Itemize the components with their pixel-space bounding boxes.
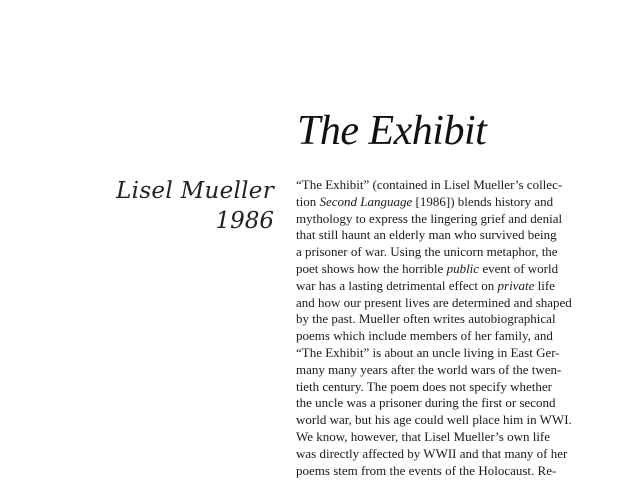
body-text-segment: poet shows how the horrible <box>296 260 447 276</box>
body-line <box>296 244 612 261</box>
body-paragraph <box>296 177 612 479</box>
body-line <box>296 211 612 228</box>
body-line <box>296 328 612 345</box>
body-line <box>296 311 612 328</box>
body-text-segment: We know, however, that Lisel Mueller’s own life <box>296 428 551 444</box>
body-text-segment: event of world <box>479 260 559 276</box>
body-line <box>296 194 612 211</box>
publication-year: 1986 <box>215 208 274 234</box>
body-text-segment: the uncle was a prisoner during the first or second <box>296 395 556 411</box>
body-text-segment: mythology to express the lingering grief and denial <box>296 210 563 226</box>
body-text-segment: was directly affected by WWII and that many of her <box>296 445 568 461</box>
body-line <box>296 395 612 412</box>
body-line <box>296 379 612 396</box>
italic-text: Second Language <box>319 193 413 209</box>
body-text-segment: [1986]) blends history and <box>412 193 554 209</box>
body-text-segment: life <box>534 277 555 293</box>
body-line <box>296 278 612 295</box>
body-text-segment: tieth century. The poem does not specify whether <box>296 378 552 394</box>
body-text-segment: “The Exhibit” (contained in Lisel Mueller’s collec- <box>296 177 563 192</box>
page-title: The Exhibit <box>297 108 487 154</box>
body-line <box>296 261 612 278</box>
body-line <box>296 412 612 429</box>
body-line <box>296 463 612 480</box>
body-line <box>296 446 612 463</box>
body-text-segment: world war, but his age could well place him in WWI. <box>296 412 572 428</box>
body-line <box>296 227 612 244</box>
body-text-segment: poems which include members of her family, and <box>296 328 553 344</box>
body-line <box>296 177 612 194</box>
body-line <box>296 295 612 312</box>
body-line <box>296 362 612 379</box>
author-block <box>116 176 274 236</box>
body-text-segment: “The Exhibit” is about an uncle living in East Ger- <box>296 344 560 360</box>
body-text-segment: war has a lasting detrimental effect on <box>296 277 498 293</box>
body-line <box>296 429 612 446</box>
body-text-segment: and how our present lives are determined and shaped <box>296 294 572 310</box>
body-text-segment: many many years after the world wars of the twen- <box>296 361 562 377</box>
author-name: Lisel Mueller <box>116 178 274 204</box>
body-text-segment: poems stem from the events of the Holocaust. Re- <box>296 462 557 478</box>
body-text-segment: tion <box>296 193 320 209</box>
body-text-segment: a prisoner of war. Using the unicorn metaphor, the <box>296 244 558 260</box>
body-text-segment: that still haunt an elderly man who survived being <box>296 227 557 243</box>
italic-text: public <box>446 260 480 276</box>
body-line <box>296 345 612 362</box>
body-text-segment: by the past. Mueller often writes autobiographical <box>296 311 556 327</box>
italic-text: private <box>497 277 535 293</box>
